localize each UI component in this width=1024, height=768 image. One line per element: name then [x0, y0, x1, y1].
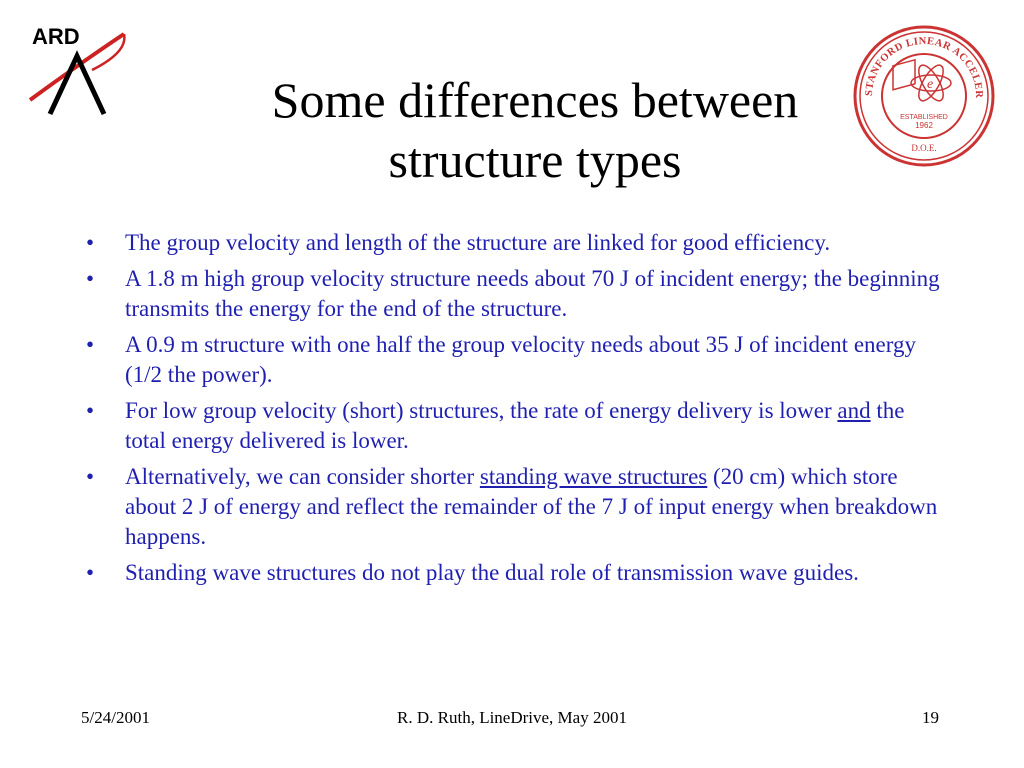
seal-ring-text: STANFORD LINEAR ACCELER: [863, 35, 985, 99]
bullet-text: (20 cm) which store about 2 J of energy and reflect the remainder of the 7 J of input energy when breakdown happens.: [125, 464, 938, 549]
footer-date: 5/24/2001: [81, 708, 150, 727]
bullet-item: [80, 558, 950, 588]
seal-doe: D.O.E.: [911, 143, 937, 153]
bullet-underlined-text: and: [837, 398, 871, 423]
bullet-dot-icon: •: [86, 398, 95, 423]
bullet-text: A 1.8 m high group velocity structure needs about 70 J of incident energy; the beginning transmits the energy for the end of the structure.: [125, 266, 940, 321]
bullet-list: [80, 228, 950, 594]
seal-established: ESTABLISHED: [900, 114, 948, 121]
bullet-dot-icon: •: [86, 464, 95, 489]
bullet-text: A 0.9 m structure with one half the group velocity needs about 35 J of incident energy (1/2 the power).: [125, 332, 916, 387]
title-line-2: structure types: [388, 132, 682, 188]
svg-text:e: e: [927, 77, 934, 92]
bullet-text: For low group velocity (short) structures, the rate of energy delivery is lower: [125, 398, 838, 423]
bullet-item: [80, 264, 950, 324]
bullet-underlined-text: standing wave structures: [479, 464, 708, 489]
ard-logo-text: ARD: [32, 24, 80, 49]
bullet-dot-icon: •: [86, 266, 95, 291]
bullet-text: The group velocity and length of the structure are linked for good efficiency.: [125, 230, 831, 255]
bullet-text: Alternatively, we can consider shorter: [125, 464, 480, 489]
bullet-item: [80, 396, 950, 456]
seal-year: 1962: [915, 121, 933, 130]
bullet-text: the total energy delivered is lower.: [125, 398, 905, 453]
bullet-item: [80, 462, 950, 552]
footer-author: R. D. Ruth, LineDrive, May 2001: [397, 708, 627, 727]
bullet-item: [80, 330, 950, 390]
bullet-text: Standing wave structures do not play the dual role of transmission wave guides.: [125, 560, 859, 585]
footer-page-number: 19: [922, 708, 939, 727]
bullet-dot-icon: •: [86, 230, 95, 255]
bullet-dot-icon: •: [86, 560, 95, 585]
title-line-1: Some differences between: [271, 72, 799, 128]
bullet-dot-icon: •: [86, 332, 95, 357]
bullet-item: [80, 228, 950, 258]
slide-title: [140, 70, 930, 190]
ard-logo: [22, 22, 130, 122]
